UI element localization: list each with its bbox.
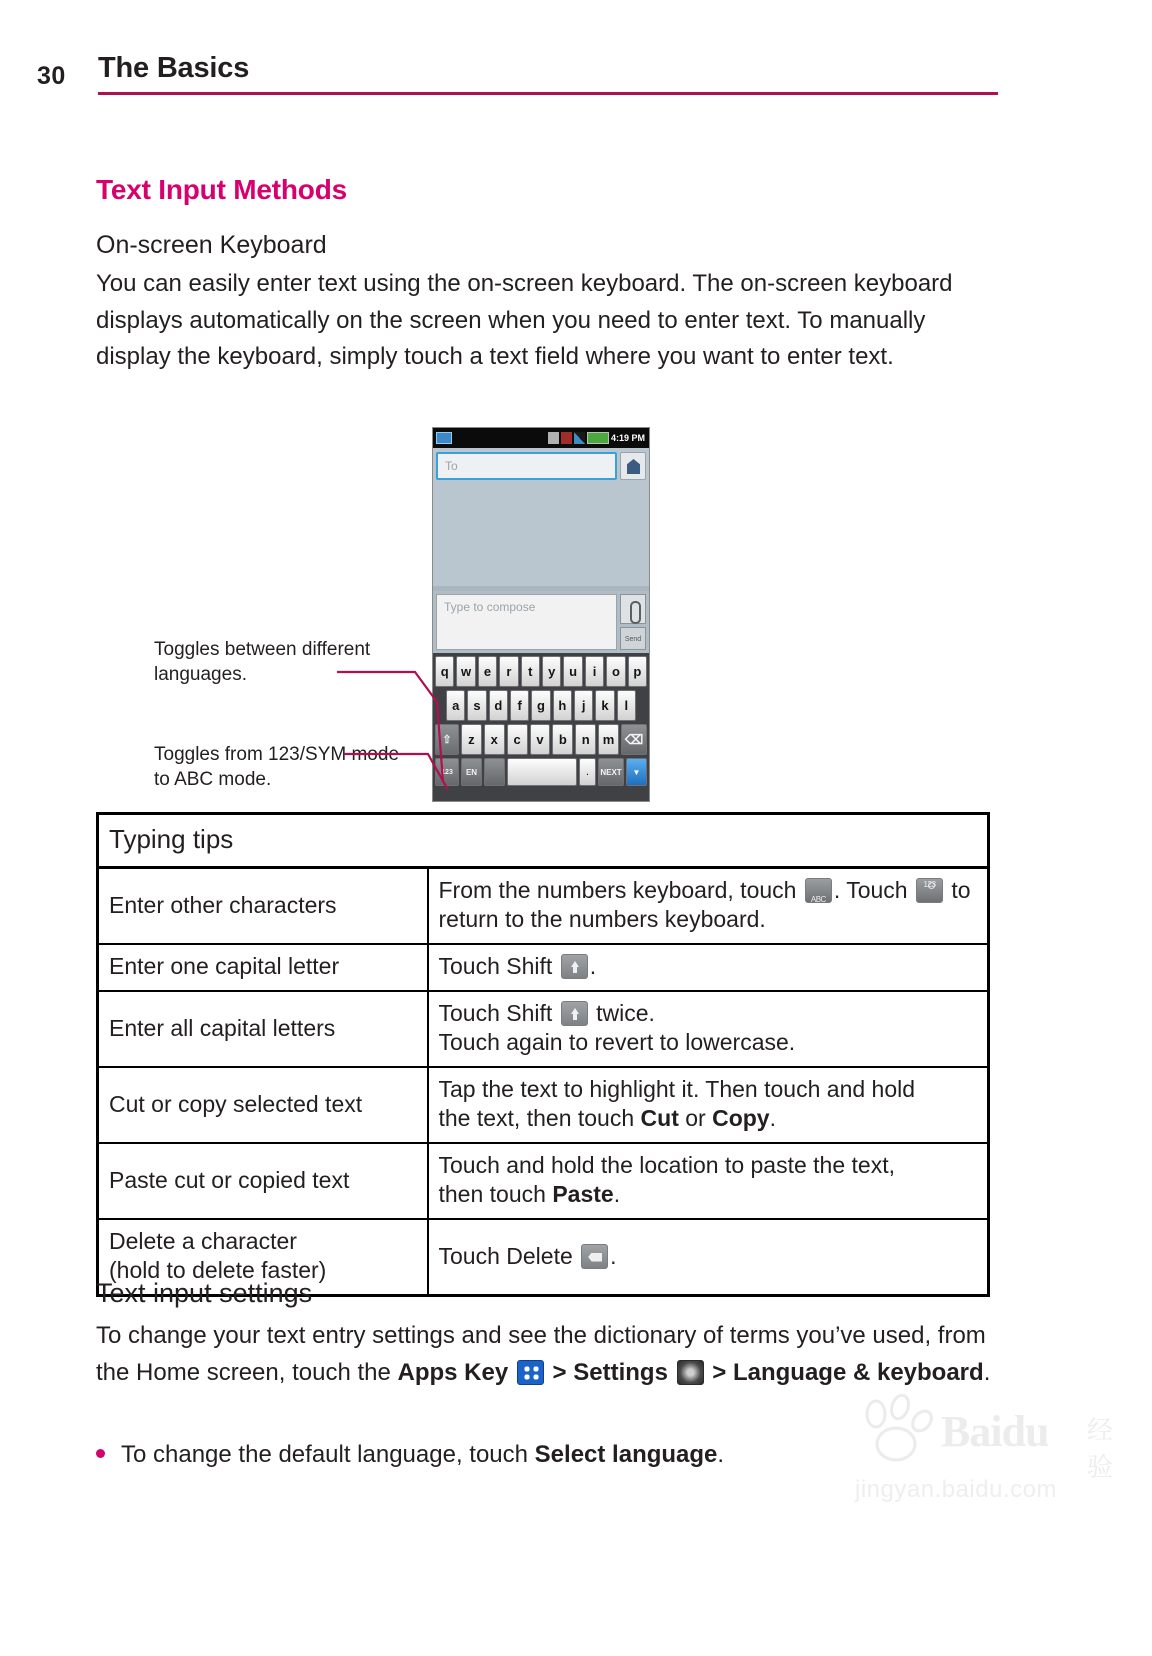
row-instruction — [428, 944, 989, 991]
gear-icon — [677, 1360, 704, 1385]
key-y[interactable]: y — [542, 656, 561, 687]
instr-text-line1: Tap the text to highlight it. Then touch and hold — [438, 1076, 916, 1102]
instr-text: Touch Shift — [438, 1000, 553, 1026]
key-c[interactable]: c — [507, 724, 528, 755]
key-k[interactable]: k — [595, 690, 614, 721]
row-instruction — [428, 1143, 989, 1219]
table-row — [98, 1143, 989, 1219]
key-x[interactable]: x — [484, 724, 505, 755]
key-w[interactable]: w — [456, 656, 475, 687]
to-field[interactable]: To — [436, 452, 617, 480]
battery-icon — [587, 432, 609, 444]
instr-period: . — [610, 1242, 617, 1269]
watermark-url: jingyan.baidu.com — [855, 1476, 1057, 1503]
chevron-2: > — [712, 1358, 727, 1386]
row-action-label: Enter one capital letter — [98, 944, 428, 991]
number-mode-key[interactable]: 123 — [435, 758, 459, 786]
phone-status-bar — [433, 428, 649, 448]
instr-period: . — [589, 953, 597, 979]
bullet-dot-icon — [96, 1449, 105, 1458]
space-key[interactable] — [507, 758, 577, 786]
settings-line2-prefix: used, from the Home screen, touch the — [96, 1322, 986, 1386]
key-l[interactable]: l — [617, 690, 636, 721]
microphone-key-icon[interactable] — [484, 758, 505, 786]
key-s[interactable]: s — [467, 690, 486, 721]
row-action-label: Cut or copy selected text — [98, 1067, 428, 1143]
row-instruction — [428, 1219, 989, 1296]
callout-language-toggle: Toggles between different languages. — [154, 639, 371, 685]
instr-text-line2: Touch again to revert to lowercase. — [438, 1029, 796, 1055]
table-row — [98, 1067, 989, 1143]
select-language-keyword: Select language — [534, 1441, 718, 1468]
instr-text: twice. — [596, 1000, 655, 1026]
bullet-text-before: To change the default language, touch — [121, 1441, 535, 1468]
cut-keyword: Cut — [640, 1105, 679, 1131]
row-instruction — [428, 991, 989, 1067]
hide-keyboard-key-icon[interactable]: ▼ — [626, 758, 647, 786]
language-keyboard-keyword: Language & keyboard — [732, 1358, 984, 1386]
settings-period: . — [983, 1358, 991, 1386]
key-o[interactable]: o — [606, 656, 625, 687]
phone-compose-row — [433, 591, 649, 653]
delete-key-icon — [581, 1244, 608, 1269]
table-row — [98, 868, 989, 945]
table-header-row — [98, 814, 989, 868]
key-m[interactable]: m — [598, 724, 619, 755]
language-toggle-key[interactable]: EN — [461, 758, 482, 786]
section-heading: Text Input Methods — [96, 174, 347, 205]
paste-keyword: Paste — [552, 1181, 614, 1207]
table-row — [98, 991, 989, 1067]
delete-key-icon[interactable]: ⌫ — [621, 724, 647, 755]
key-b[interactable]: b — [552, 724, 573, 755]
shift-key-icon[interactable]: ⇧ — [435, 724, 459, 755]
watermark-brand-cn: 经验 — [1087, 1415, 1114, 1482]
key-g[interactable]: g — [531, 690, 550, 721]
typing-tips-table — [96, 812, 990, 1297]
settings-keyword: Settings — [573, 1358, 668, 1386]
phone-screenshot-figure — [432, 427, 650, 802]
table-header-label: Typing tips — [98, 814, 989, 868]
alarm-icon — [561, 432, 572, 444]
sym-key-icon — [805, 878, 832, 903]
instr-text: Touch Shift — [438, 953, 553, 979]
bluetooth-icon — [548, 432, 559, 444]
key-r[interactable]: r — [499, 656, 518, 687]
onscreen-keyboard[interactable] — [433, 653, 649, 801]
key-j[interactable]: j — [574, 690, 593, 721]
copy-keyword: Copy — [712, 1105, 770, 1131]
key-q[interactable]: q — [435, 656, 454, 687]
phone-recipient-row — [433, 450, 649, 482]
key-a[interactable]: a — [446, 690, 465, 721]
notification-icon — [436, 432, 452, 444]
key-h[interactable]: h — [553, 690, 572, 721]
page-title: The Basics — [98, 52, 250, 84]
row-instruction — [428, 1067, 989, 1143]
key-t[interactable]: t — [521, 656, 540, 687]
callout-mode-toggle: Toggles from 123/SYM mode to ABC mode. — [154, 744, 400, 790]
page-header — [0, 52, 1152, 102]
key-p[interactable]: p — [628, 656, 647, 687]
header-rule — [98, 92, 998, 95]
key-e[interactable]: e — [478, 656, 497, 687]
key-n[interactable]: n — [575, 724, 596, 755]
watermark-brand: Baidu — [941, 1407, 1049, 1456]
page-number: 30 — [37, 62, 66, 90]
settings-paragraph — [96, 1318, 1008, 1391]
key-u[interactable]: u — [563, 656, 582, 687]
period-key[interactable]: . — [579, 758, 596, 786]
settings-heading: Text input settings — [96, 1278, 313, 1308]
instr-text-line1: Touch and hold the location to paste the text, — [438, 1152, 895, 1178]
key-f[interactable]: f — [510, 690, 529, 721]
keyboard-row-4 — [435, 758, 647, 786]
compose-field[interactable]: Type to compose — [436, 594, 617, 650]
shift-key-icon — [561, 1001, 588, 1026]
next-key[interactable]: NEXT — [598, 758, 624, 786]
contacts-picker-button[interactable] — [620, 452, 646, 480]
instr-text: the text, then touch — [438, 1105, 641, 1131]
attach-icon[interactable] — [620, 594, 646, 624]
subsection-heading: On-screen Keyboard — [96, 231, 327, 259]
bullet-text-after: . — [717, 1441, 725, 1468]
settings-line1: To change your text entry settings and see the dictionary of terms you’ve — [96, 1322, 866, 1349]
keyboard-row-2 — [435, 690, 647, 721]
keyboard-row-1 — [435, 656, 647, 687]
apps-key-icon — [517, 1360, 544, 1385]
row-instruction — [428, 868, 989, 945]
row-action-label: Enter other characters — [98, 868, 428, 945]
chevron-1: > — [552, 1358, 567, 1386]
signal-icon — [574, 432, 585, 444]
row-action-line1: Delete a character — [109, 1228, 297, 1254]
table-row — [98, 944, 989, 991]
key-d[interactable]: d — [489, 690, 508, 721]
apps-key-keyword: Apps Key — [397, 1358, 509, 1386]
instr-text: Touch Delete — [438, 1242, 573, 1269]
keyboard-row-3 — [435, 724, 647, 755]
instr-text: . Touch — [833, 877, 908, 903]
shift-key-icon — [561, 954, 588, 979]
instr-text: to return to the numbers keyboard. — [438, 877, 971, 932]
key-z[interactable]: z — [461, 724, 482, 755]
num-key-icon — [916, 878, 943, 903]
instr-period: . — [613, 1181, 621, 1207]
instr-text: From the numbers keyboard, touch — [438, 877, 797, 903]
row-action-label: Paste cut or copied text — [98, 1143, 428, 1219]
instr-text: then touch — [438, 1181, 553, 1207]
key-i[interactable]: i — [585, 656, 604, 687]
instr-period: . — [769, 1105, 776, 1131]
bullet-list-item — [96, 1438, 1008, 1472]
instr-text: or — [678, 1105, 713, 1131]
row-action-label: Enter all capital letters — [98, 991, 428, 1067]
send-button[interactable]: Send — [620, 627, 646, 650]
status-clock: 4:19 PM — [610, 433, 645, 443]
row-action-line2: (hold to delete faster) — [109, 1257, 327, 1283]
phone-message-list — [433, 482, 649, 588]
intro-paragraph: You can easily enter text using the on-screen keyboard. The on-screen keyboard displays automatically on the screen when you need to enter text. To manually display the keyboard, simply touch a text field where you want to enter text. — [96, 270, 953, 370]
key-v[interactable]: v — [530, 724, 551, 755]
